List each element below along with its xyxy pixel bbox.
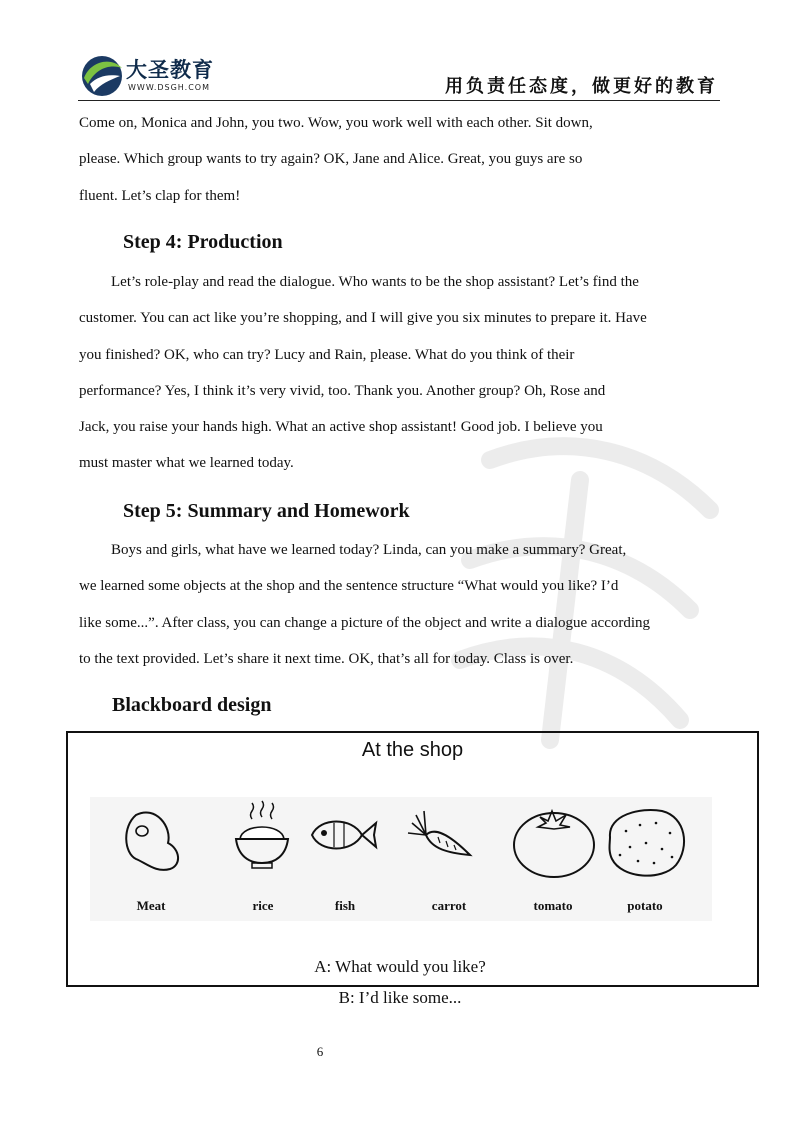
rice-bowl-icon [218, 797, 308, 897]
item-label: Meat [136, 898, 166, 913]
text-line: Jack, you raise your hands high. What an active shop assistant! Good job. I believe you [79, 419, 603, 436]
item-label: tomato [533, 898, 573, 913]
meat-icon [106, 797, 196, 897]
brand-url: WWW.DSGH.COM [128, 83, 210, 92]
potato-icon [600, 797, 690, 897]
brand-name: 大圣教育 [126, 58, 214, 82]
step-4-heading: Step 4: Production [123, 231, 283, 253]
paragraph-1 [79, 105, 721, 214]
item-fish [300, 797, 390, 921]
fish-icon [300, 797, 390, 897]
text-line: we learned some objects at the shop and the sentence structure “What would you like? I’d [79, 578, 619, 595]
item-label: carrot [431, 898, 467, 913]
text-line: fluent. Let’s clap for them! [79, 187, 241, 204]
text-line: please. Which group wants to try again? OK, Jane and Alice. Great, you guys are so [79, 151, 583, 168]
text-line: customer. You can act like you’re shopping, and I will give you six minutes to prepare it. Have [79, 310, 647, 327]
tomato-icon [508, 797, 598, 897]
text-line: you finished? OK, who can try? Lucy and Rain, please. What do you think of their [79, 346, 575, 363]
item-carrot [404, 797, 494, 921]
blackboard-heading: Blackboard design [112, 694, 272, 716]
item-meat [106, 797, 196, 921]
step-5-heading: Step 5: Summary and Homework [123, 500, 410, 522]
item-tomato [508, 797, 598, 921]
paragraph-3 [79, 532, 721, 677]
header-slogan: 用负责任态度，做更好的教育 [445, 76, 718, 97]
text-line: to the text provided. Let’s share it next time. OK, that’s all for today. Class is over. [79, 650, 574, 667]
carrot-icon [404, 797, 494, 897]
page-header [78, 50, 720, 101]
dialogue-line-a: A: What would you like? [314, 957, 486, 976]
blackboard-title: At the shop [361, 739, 464, 761]
text-line: performance? Yes, I think it’s very vivid, too. Thank you. Another group? Oh, Rose and [79, 382, 606, 399]
item-label: rice [252, 898, 274, 913]
text-line: Come on, Monica and John, you two. Wow, you work well with each other. Sit down, [79, 115, 593, 131]
dialogue-line-b: B: I’d like some... [338, 988, 462, 1007]
text-line: Let’s role-play and read the dialogue. Who wants to be the shop assistant? Let’s find the [111, 274, 639, 290]
text-line: must master what we learned today. [79, 455, 294, 472]
item-rice [218, 797, 308, 921]
item-potato [600, 797, 690, 921]
item-label: fish [334, 898, 356, 913]
page-number: 6 [316, 1044, 324, 1059]
logo-icon [80, 54, 124, 98]
item-label: potato [627, 898, 663, 913]
blackboard-box [66, 731, 759, 987]
text-line: like some...”. After class, you can change a picture of the object and write a dialogue according [79, 614, 651, 631]
text-line: Boys and girls, what have we learned today? Linda, can you make a summary? Great, [111, 542, 627, 558]
paragraph-2 [79, 264, 721, 482]
picture-strip [90, 797, 712, 921]
